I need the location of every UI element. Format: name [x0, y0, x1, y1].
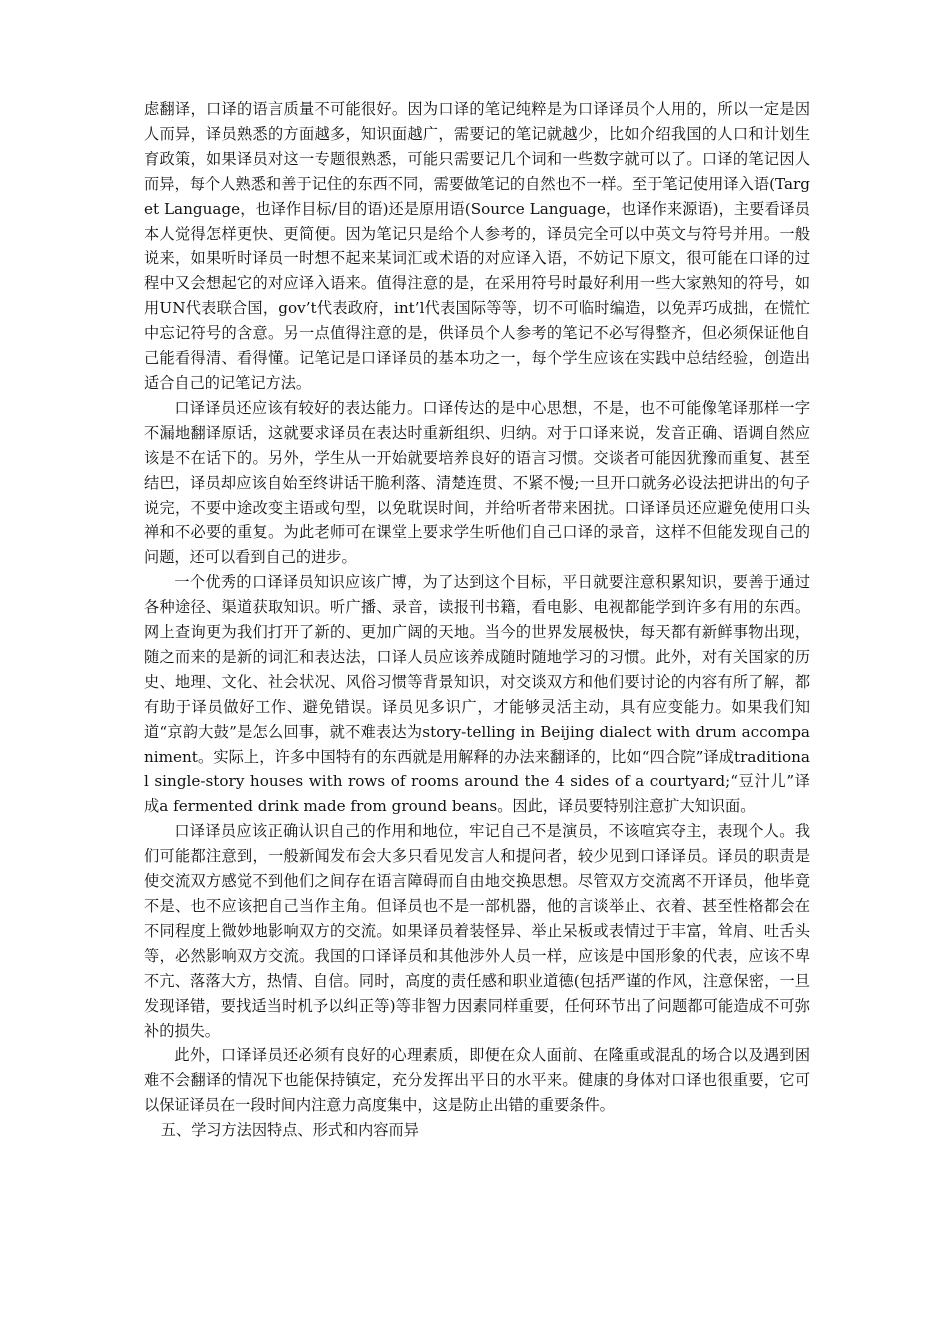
- paragraph-broad-knowledge: 一个优秀的口译译员知识应该广博，为了达到这个目标，平日就要注意积累知识，要善于通过各种途径、渠道获取知识。听广播、录音，读报刊书籍，看电影、电视都能学到许多有用的东西。网上查询更为我们打开了新的、更加广阔的天地。当今的世界发展极快，每天都有新鲜事物出现，随之而来的是新的词汇和表达法，口译人员应该养成随时随地学习的习惯。此外，对有关国家的历史、地理、文化、社会状况、风俗习惯等背景知识，对交谈双方和他们要讨论的内容有所了解，都有助于译员做好工作、避免错误。译员见多识广，才能够灵活主动，具有应变能力。如果我们知道“京韵大鼓”是怎么回事，就不难表达为story-telling in Beijing dialect with drum accompaniment。实际上，许多中国特有的东西就是用解释的办法来翻译的，比如“四合院”译成traditional single-story houses with rows of rooms around the 4 sides of a courtyard;“豆汁儿”译成a fermented drink made from ground beans。因此，译员要特别注意扩大知识面。: [144, 573, 810, 816]
- paragraph-psychological-quality: 此外，口译译员还必须有良好的心理素质，即便在众人面前、在隆重或混乱的场合以及遇到困难不会翻译的情况下也能保持镇定，充分发挥出平日的水平来。健康的身体对口译也很重要，它可以保证译员在一段时间内注意力高度集中，这是防止出错的重要条件。: [144, 1046, 810, 1115]
- paragraph-note-taking: 虑翻译，口译的语言质量不可能很好。因为口译的笔记纯粹是为口译译员个人用的，所以一定是因人而异，译员熟悉的方面越多，知识面越广，需要记的笔记就越少，比如介绍我国的人口和计划生育政策，如果译员对这一专题很熟悉，可能只需要记几个词和一些数字就可以了。口译的笔记因人而异，每个人熟悉和善于记住的东西不同，需要做笔记的自然也不一样。至于笔记使用译入语(Target Language，也译作目标/目的语)还是原用语(Source Language，也译作来源语)，主要看译员本人觉得怎样更快、更简便。因为笔记只是给个人参考的，译员完全可以中英文与符号并用。一般说来，如果听时译员一时想不起来某词汇或术语的对应译入语，不妨记下原文，很可能在口译的过程中又会想起它的对应译入语来。值得注意的是，在采用符号时最好利用一些大家熟知的符号，如用UN代表联合国，gov’t代表政府，int’l代表国际等等，切不可临时编造，以免弄巧成拙，在慌忙中忘记符号的含意。另一点值得注意的是，供译员个人参考的笔记不必写得整齐，但必须保证他自己能看得清、看得懂。记笔记是口译译员的基本功之一，每个学生应该在实践中总结经验，创造出适合自己的记笔记方法。: [144, 100, 810, 392]
- document-body: [144, 97, 810, 1143]
- paragraph-role-and-position: 口译译员应该正确认识自己的作用和地位，牢记自己不是演员，不该喧宾夺主，表现个人。我们可能都注意到，一般新闻发布会大多只看见发言人和提问者，较少见到口译译员。译员的职责是使交流双方感觉不到他们之间存在语言障碍而自由地交换思想。尽管双方交流离不开译员，他毕竟不是、也不应该把自己当作主角。但译员也不是一部机器，他的言谈举止、衣着、甚至性格都会在不同程度上微妙地影响双方的交流。如果译员着装怪异、举止呆板或表情过于丰富，耸肩、吐舌头等，必然影响双方交流。我国的口译译员和其他涉外人员一样，应该是中国形象的代表，应该不卑不亢、落落大方，热情、自信。同时，高度的责任感和职业道德(包括严谨的作风，注意保密，一旦发现译错，要找适当时机予以纠正等)等非智力因素同样重要，任何环节出了问题都可能造成不可弥补的损失。: [144, 822, 810, 1040]
- paragraph-expression-ability: 口译译员还应该有较好的表达能力。口译传达的是中心思想，不是，也不可能像笔译那样一字不漏地翻译原话，这就要求译员在表达时重新组织、归纳。对于口译来说，发音正确、语调自然应该是不在话下的。另外，学生从一开始就要培养良好的语言习惯。交谈者可能因犹豫而重复、甚至结巴，译员却应该自始至终讲话干脆利落、清楚连贯、不紧不慢;一旦开口就务必设法把讲出的句子说完，不要中途改变主语或句型，以免耽误时间，并给听者带来困扰。口译译员还应避免使用口头禅和不必要的重复。为此老师可在课堂上要求学生听他们自己口译的录音，这样不但能发现自己的问题，还可以看到自己的进步。: [144, 398, 810, 567]
- section-heading: 五、学习方法因特点、形式和内容而异: [160, 1121, 419, 1140]
